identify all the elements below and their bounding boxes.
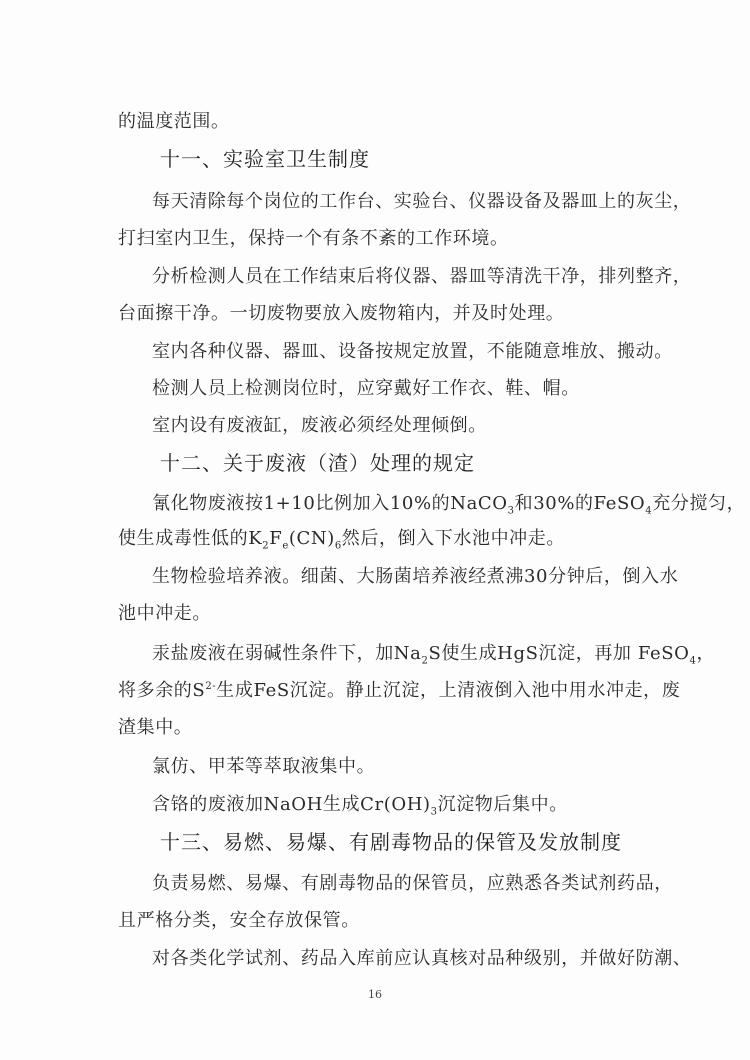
- text-line: 渣集中。: [118, 717, 193, 738]
- text-line: 分析检测人员在工作结束后将仪器、器皿等清洗干净，排列整齐，: [152, 266, 692, 287]
- text-line: 每天清除每个岗位的工作台、实验台、仪器设备及器皿上的灰尘，: [152, 191, 692, 212]
- text-line: 台面擦干净。一切废物要放入废物箱内，并及时处理。: [118, 303, 565, 324]
- text-line: 使生成毒性低的$K_2F_e(CN)_6$然后，倒入下水池中冲走。: [118, 528, 565, 552]
- text-line-chromium: 含铬的废液加NaOH生成$Cr(OH)_3$沉淀物后集中。: [152, 794, 568, 818]
- text-line: 池中冲走。: [118, 603, 211, 624]
- text-line-cyanide: 氰化物废液按1+10比例加入10%的NaCO$_3$和30%的FeSO$_4$充分搅匀，: [152, 493, 746, 517]
- text-line: 且严格分类，安全存放保管。: [118, 910, 360, 931]
- text-line: 室内各种仪器、器皿、设备按规定放置，不能随意堆放、搬动。: [152, 341, 673, 362]
- section-heading-12: 十二、关于废液（渣）处理的规定: [160, 451, 475, 475]
- page-number: 16: [368, 988, 382, 1001]
- text-line: 将多余的$S^{2-}$生成FeS沉淀。静止沉淀，上清液倒入池中用水冲走，废: [118, 680, 681, 701]
- text-line: 对各类化学试剂、药品入库前应认真核对品种级别，并做好防潮、: [152, 948, 692, 969]
- text-line-mercury: 汞盐废液在弱碱性条件下，加$Na_2S$使生成HgS沉淀，再加 FeSO$_4$，: [152, 643, 716, 667]
- section-heading-11: 十一、实验室卫生制度: [160, 147, 370, 171]
- text-line: 的温度范围。: [118, 111, 230, 132]
- text-line: 室内设有废液缸，废液必须经处理倾倒。: [152, 415, 487, 436]
- section-heading-13: 十三、易燃、易爆、有剧毒物品的保管及发放制度: [160, 830, 622, 854]
- text-line: 负责易燃、易爆、有剧毒物品的保管员，应熟悉各类试剂药品，: [152, 873, 673, 894]
- text-line: 打扫室内卫生，保持一个有条不紊的工作环境。: [118, 228, 509, 249]
- text-line: 检测人员上检测岗位时，应穿戴好工作衣、鞋、帽。: [152, 378, 580, 399]
- text-line: 氯仿、甲苯等萃取液集中。: [152, 756, 376, 777]
- text-line: 生物检验培养液。细菌、大肠菌培养液经煮沸30分钟后，倒入水: [152, 566, 679, 587]
